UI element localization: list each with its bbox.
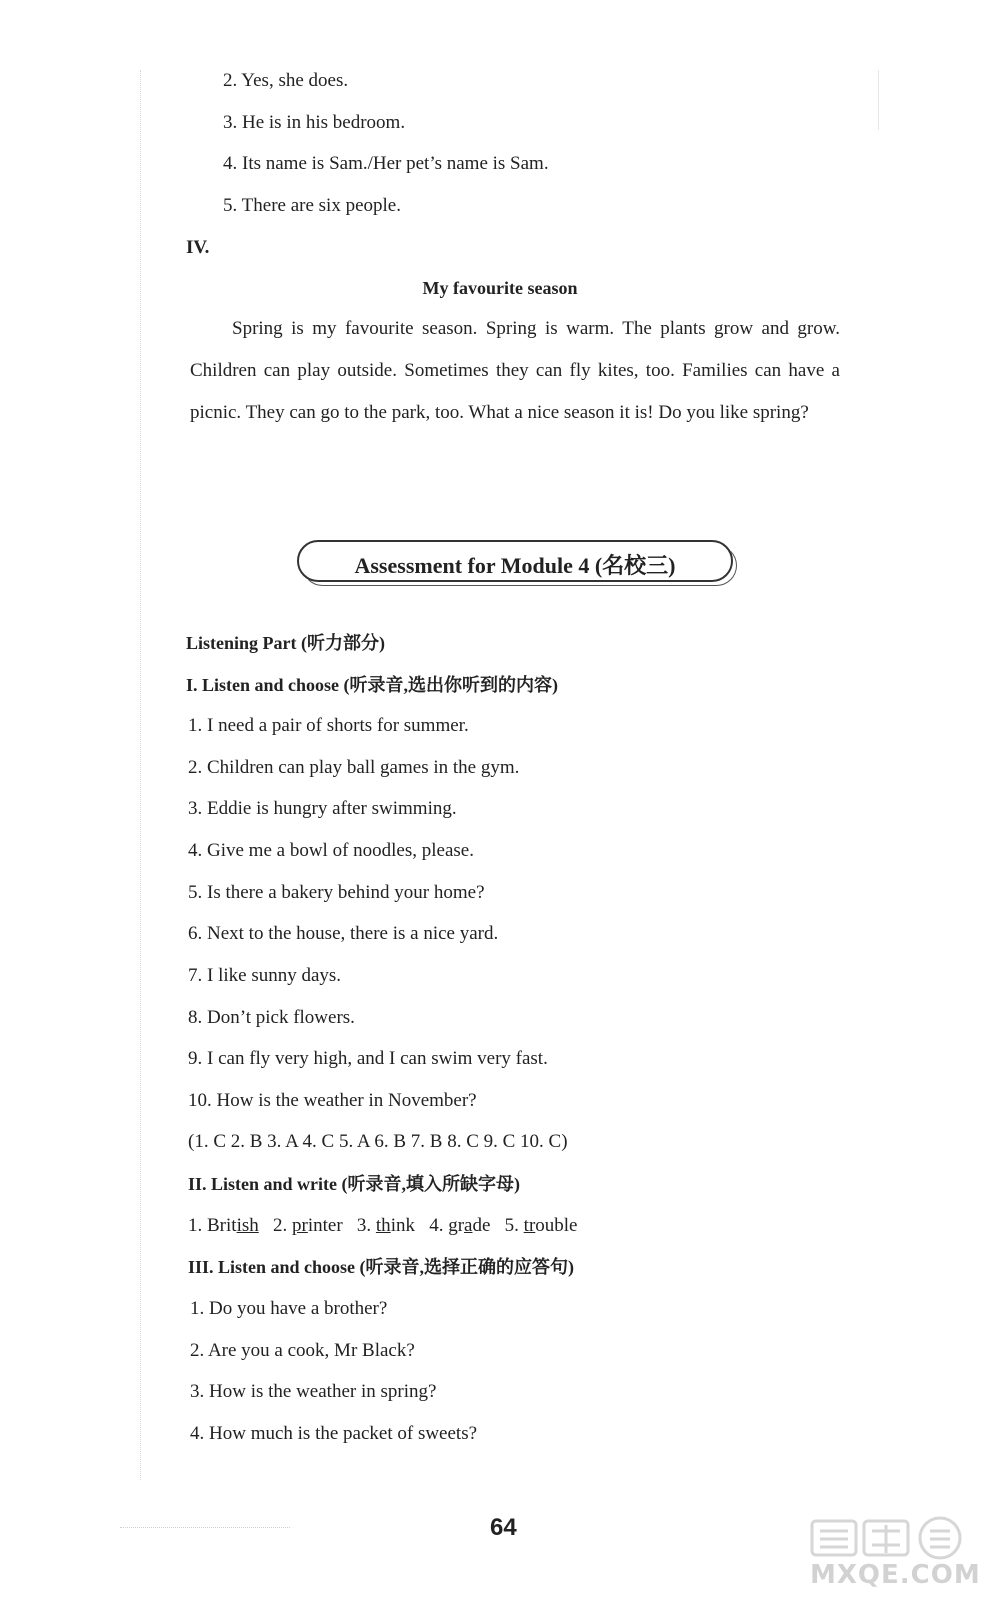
part1-item-6: 6. Next to the house, there is a nice yard. [188, 923, 499, 944]
part3-item-2: 2. Are you a cook, Mr Black? [190, 1340, 415, 1361]
part3-heading: III. Listen and choose (听录音,选择正确的应答句) [188, 1257, 575, 1277]
answer-line-2: 2. Yes, she does. [223, 70, 349, 91]
part1-item-10: 10. How is the weather in November? [188, 1090, 477, 1111]
word-prefix: gr [448, 1215, 465, 1236]
word-number: 1. [188, 1215, 203, 1236]
part1-item-5: 5. Is there a bakery behind your home? [188, 882, 485, 903]
page-number: 64 [490, 1514, 517, 1541]
word-number: 2. [273, 1215, 288, 1236]
part3-item-1: 1. Do you have a brother? [190, 1298, 388, 1319]
answer-line-3: 3. He is in his bedroom. [223, 112, 406, 133]
part1-item-8: 8. Don’t pick flowers. [188, 1007, 355, 1028]
word-fill: ish [236, 1215, 259, 1236]
essay-paragraph: Spring is my favourite season. Spring is warm. The plants grow and grow. Children can play outside. Sometimes they can fly kites, too. Families can have a picnic. They can go to the park, too. What a nice season it is! Do you like spring? [190, 318, 840, 423]
part3-item-4: 4. How much is the packet of sweets? [190, 1423, 478, 1444]
part1-item-9: 9. I can fly very high, and I can swim very fast. [188, 1048, 548, 1069]
part1-item-4: 4. Give me a bowl of noodles, please. [188, 840, 474, 861]
part2-heading: II. Listen and write (听录音,填入所缺字母) [188, 1174, 520, 1194]
word-fill: th [375, 1215, 391, 1236]
section-iv-label: IV. [186, 237, 210, 258]
word-fill: tr [523, 1215, 536, 1236]
part1-answers: (1. C 2. B 3. A 4. C 5. A 6. B 7. B 8. C 9. C 10. C) [188, 1131, 568, 1152]
word-number: 4. [429, 1215, 444, 1236]
essay-title: My favourite season [422, 278, 578, 298]
word-number: 5. [504, 1215, 519, 1236]
word-suffix: inter [307, 1215, 343, 1236]
part1-item-7: 7. I like sunny days. [188, 965, 342, 986]
word-fill: pr [292, 1215, 308, 1236]
part1-item-3: 3. Eddie is hungry after swimming. [188, 798, 457, 819]
part1-item-1: 1. I need a pair of shorts for summer. [188, 715, 469, 736]
banner-title: Assessment for Module 4 (名校三) [354, 553, 676, 578]
word-fill: a [464, 1215, 473, 1236]
listening-part-heading: Listening Part (听力部分) [186, 633, 385, 653]
module-banner [297, 540, 733, 582]
part1-item-2: 2. Children can play ball games in the gym. [188, 757, 520, 778]
word-prefix: Brit [207, 1215, 237, 1236]
word-suffix: ouble [535, 1215, 578, 1236]
right-margin-line [878, 70, 879, 130]
answer-line-5: 5. There are six people. [223, 195, 401, 216]
part1-heading: I. Listen and choose (听录音,选出你听到的内容) [186, 675, 559, 695]
watermark-domain: MXQE.COM [810, 1560, 981, 1590]
part3-item-3: 3. How is the weather in spring? [190, 1381, 437, 1402]
footer-dotted-line [120, 1527, 290, 1528]
part2-words [188, 1215, 578, 1237]
word-number: 3. [356, 1215, 372, 1236]
word-suffix: ink [390, 1215, 415, 1236]
answer-line-4: 4. Its name is Sam./Her pet’s name is Sam. [223, 153, 549, 174]
word-suffix: de [472, 1215, 491, 1236]
